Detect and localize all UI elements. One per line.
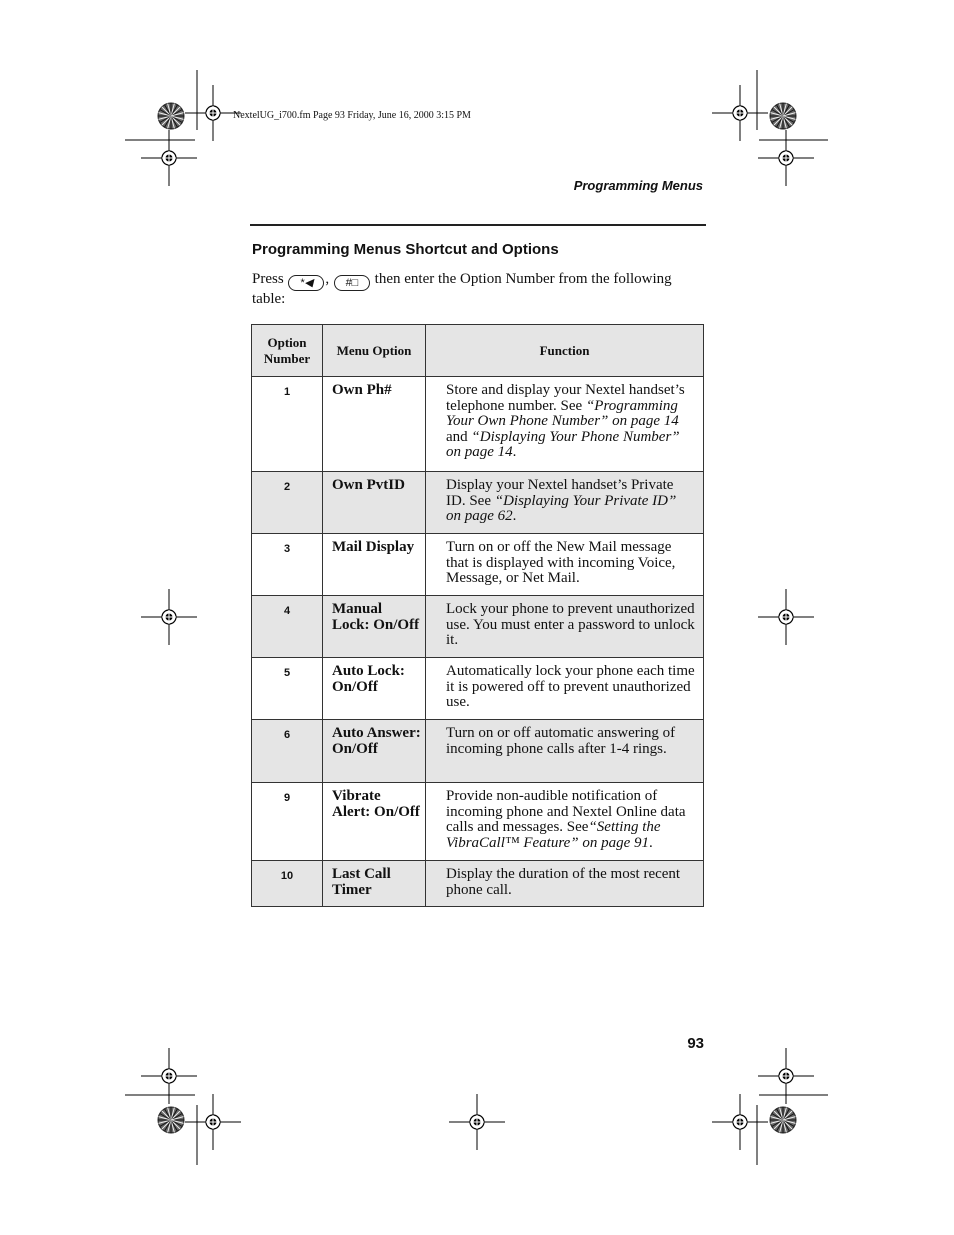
- function-text: Lock your phone to prevent unauthorized use. You must enter a password to unlock it.: [426, 596, 704, 658]
- menu-option: Mail Display: [323, 534, 426, 596]
- section-title: Programming Menus Shortcut and Options: [252, 241, 559, 258]
- function-text: Provide non-audible notification of incoming phone and Nextel Online data calls and messages. See“Setting the VibraCall™ Feature” on page 91.: [426, 783, 704, 861]
- table-row: [252, 472, 704, 534]
- menu-option: Own Ph#: [323, 377, 426, 472]
- function-text: Automatically lock your phone each time it is powered off to prevent unauthorized use.: [426, 658, 704, 720]
- pound-key-icon: #□: [334, 275, 370, 291]
- option-number: 9: [252, 783, 323, 861]
- menu-option: Vibrate Alert: On/Off: [323, 783, 426, 861]
- table-header-row: [252, 325, 704, 377]
- color-starburst-icon: [158, 1107, 184, 1133]
- options-table: [251, 324, 704, 907]
- registration-target-icon: [758, 1048, 814, 1104]
- option-number: 5: [252, 658, 323, 720]
- registration-target-icon: [758, 130, 814, 186]
- function-text: Turn on or off automatic answering of incoming phone calls after 1-4 rings.: [426, 720, 704, 783]
- intro-press: Press: [252, 271, 284, 287]
- option-number: 3: [252, 534, 323, 596]
- function-text: Store and display your Nextel handset’s telephone number. See “Programming Your Own Phone Number” on page 14 and “Displaying Your Phone Number” on page 14.: [426, 377, 704, 472]
- intro-comma: ,: [325, 271, 330, 287]
- header-menu-option: Menu Option: [323, 325, 426, 377]
- running-head: Programming Menus: [573, 178, 703, 193]
- table-row: [252, 534, 704, 596]
- color-starburst-icon: [770, 1107, 796, 1133]
- function-text: Turn on or off the New Mail message that is displayed with incoming Voice, Message, or Net Mail.: [426, 534, 704, 596]
- registration-target-icon: [185, 1094, 241, 1150]
- option-number: 2: [252, 472, 323, 534]
- registration-target-icon: [141, 130, 197, 186]
- page-number: 93: [687, 1035, 704, 1052]
- menu-option: Last Call Timer: [323, 861, 426, 907]
- intro-rest: then enter the Option Number from the following table:: [252, 271, 672, 307]
- menu-option: Own PvtID: [323, 472, 426, 534]
- function-text: Display the duration of the most recent phone call.: [426, 861, 704, 907]
- table-row: [252, 377, 704, 472]
- menu-option: Manual Lock: On/Off: [323, 596, 426, 658]
- table-row: [252, 720, 704, 783]
- header-function: Function: [426, 325, 704, 377]
- option-number: 6: [252, 720, 323, 783]
- registration-target-icon: [141, 589, 197, 645]
- registration-target-icon: [712, 1094, 768, 1150]
- option-number: 1: [252, 377, 323, 472]
- table-row: [252, 861, 704, 907]
- header-option-number: Option Number: [252, 325, 323, 377]
- registration-target-icon: [712, 85, 768, 141]
- file-slug: NextelUG_i700.fm Page 93 Friday, June 16, 2000 3:15 PM: [233, 110, 471, 121]
- registration-target-icon: [758, 589, 814, 645]
- table-row: [252, 596, 704, 658]
- table-row: [252, 783, 704, 861]
- star-key-icon: *◀: [288, 275, 324, 291]
- intro-paragraph: [252, 271, 702, 307]
- menu-option: Auto Answer: On/Off: [323, 720, 426, 783]
- option-number: 10: [252, 861, 323, 907]
- registration-target-icon: [141, 1048, 197, 1104]
- menu-option: Auto Lock: On/Off: [323, 658, 426, 720]
- header-rule: [250, 224, 706, 226]
- color-starburst-icon: [770, 103, 796, 129]
- function-text: Display your Nextel handset’s Private ID. See “Displaying Your Private ID” on page 62.: [426, 472, 704, 534]
- table-row: [252, 658, 704, 720]
- color-starburst-icon: [158, 103, 184, 129]
- option-number: 4: [252, 596, 323, 658]
- registration-target-icon: [449, 1094, 505, 1150]
